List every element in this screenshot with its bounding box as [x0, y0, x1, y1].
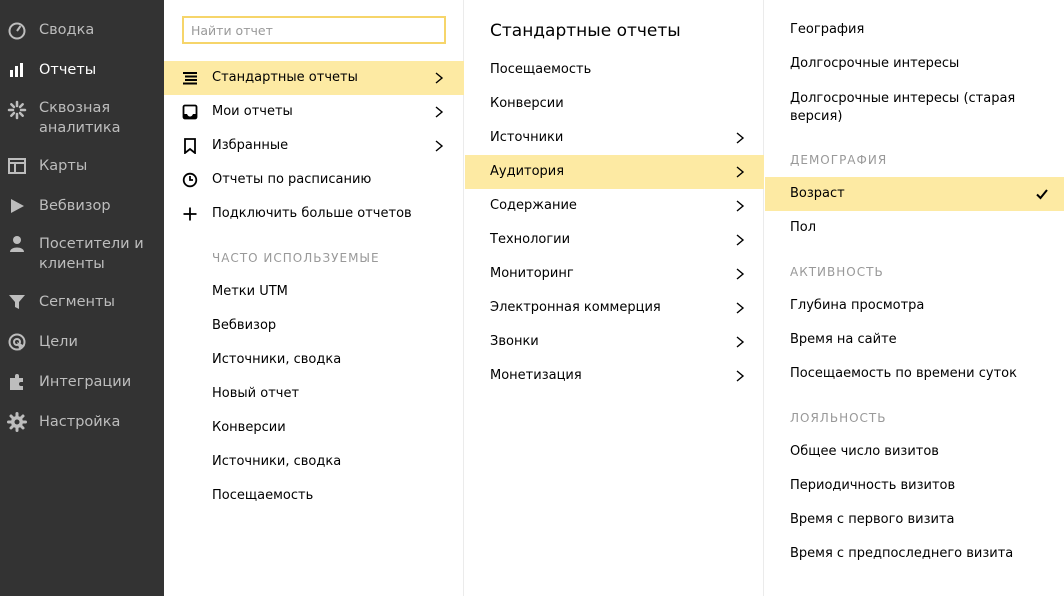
chevron-right-icon: [434, 106, 444, 118]
frequent-section-title: ЧАСТО ИСПОЛЬЗУЕМЫЕ: [212, 251, 380, 265]
audience-item-label: Пол: [790, 220, 817, 235]
standard-item-label: Звонки: [490, 334, 539, 349]
clock-icon: [182, 172, 198, 188]
chevron-right-icon: [434, 140, 444, 152]
audience-item-label: Время на сайте: [790, 332, 897, 347]
audience-item-attendance-by-time[interactable]: [765, 357, 1064, 391]
reports-menu-panel: [164, 0, 464, 596]
standard-reports-title: Стандартные отчеты: [490, 21, 681, 41]
person-icon: [7, 234, 27, 254]
loyalty-section-title: ЛОЯЛЬНОСТЬ: [790, 411, 887, 425]
audience-item-total-visits[interactable]: [765, 435, 1064, 469]
sidebar-item-goals[interactable]: [0, 322, 164, 362]
sidebar-item-label: Вебвизор: [39, 198, 111, 214]
bookmark-icon: [182, 138, 198, 154]
search-report-input[interactable]: [184, 18, 444, 42]
audience-item-time-since-previous[interactable]: [765, 537, 1064, 571]
sidebar-item-label: Посетители и клиенты: [39, 236, 144, 272]
main-sidebar: [0, 0, 164, 596]
list-icon: [182, 70, 198, 86]
chevron-right-icon: [735, 132, 745, 144]
audience-item-label: Долгосрочные интересы: [790, 56, 960, 71]
sidebar-item-label: Сквозная аналитика: [39, 100, 121, 136]
menu-item-label: Подключить больше отчетов: [212, 206, 412, 221]
gear-icon: [7, 412, 27, 432]
standard-item-label: Электронная коммерция: [490, 300, 661, 315]
standard-item-sources[interactable]: [465, 121, 764, 155]
menu-item-standard-reports[interactable]: [164, 61, 464, 95]
standard-item-label: Конверсии: [490, 96, 564, 111]
frequent-item-label: Конверсии: [212, 420, 286, 435]
frequent-item-attendance[interactable]: [164, 479, 464, 513]
standard-item-label: Содержание: [490, 198, 577, 213]
sidebar-item-segments[interactable]: [0, 282, 164, 322]
chevron-right-icon: [735, 370, 745, 382]
standard-item-conversions[interactable]: [465, 87, 764, 121]
demography-section-title: ДЕМОГРАФИЯ: [790, 153, 888, 167]
audience-item-geography[interactable]: [765, 13, 1064, 47]
plus-icon: [182, 206, 198, 222]
sidebar-item-maps[interactable]: [0, 146, 164, 186]
audience-reports-panel: [765, 0, 1064, 596]
standard-item-monetization[interactable]: [465, 359, 764, 393]
gauge-icon: [7, 20, 27, 40]
sidebar-item-label: Отчеты: [39, 62, 97, 78]
puzzle-icon: [7, 372, 27, 392]
audience-item-time-since-first[interactable]: [765, 503, 1064, 537]
chevron-right-icon: [735, 234, 745, 246]
frequent-item-label: Метки UTM: [212, 284, 288, 299]
sidebar-item-visitors[interactable]: [0, 234, 164, 278]
chevron-right-icon: [735, 200, 745, 212]
audience-item-label: Посещаемость по времени суток: [790, 366, 1017, 381]
frequent-item-label: Источники, сводка: [212, 454, 342, 469]
audience-item-label: География: [790, 22, 865, 37]
bar-chart-icon: [7, 60, 27, 80]
menu-item-connect-more-reports[interactable]: [164, 197, 464, 231]
play-icon: [7, 196, 27, 216]
standard-item-monitoring[interactable]: [465, 257, 764, 291]
standard-item-ecommerce[interactable]: [465, 291, 764, 325]
search-report-box: [182, 16, 446, 44]
chevron-right-icon: [735, 336, 745, 348]
target-icon: [7, 332, 27, 352]
audience-item-gender[interactable]: [765, 211, 1064, 245]
audience-item-label: Время с предпоследнего визита: [790, 546, 1014, 561]
activity-section-title: АКТИВНОСТЬ: [790, 265, 884, 279]
audience-item-time-on-site[interactable]: [765, 323, 1064, 357]
standard-item-attendance[interactable]: [465, 53, 764, 87]
audience-item-label: Возраст: [790, 186, 845, 201]
menu-item-label: Отчеты по расписанию: [212, 172, 372, 187]
sidebar-item-integrations[interactable]: [0, 362, 164, 402]
standard-item-content[interactable]: [465, 189, 764, 223]
audience-item-label: Время с первого визита: [790, 512, 955, 527]
menu-item-label: Стандартные отчеты: [212, 70, 358, 85]
audience-item-label: Глубина просмотра: [790, 298, 925, 313]
standard-item-technologies[interactable]: [465, 223, 764, 257]
sidebar-item-label: Интеграции: [39, 374, 132, 390]
sidebar-item-label: Сводка: [39, 22, 95, 38]
sidebar-item-label: Сегменты: [39, 294, 115, 310]
standard-item-label: Аудитория: [490, 164, 565, 179]
frequent-item-sources-summary-2[interactable]: [164, 445, 464, 479]
audience-item-long-term-interests-old[interactable]: Долгосрочные интересы (старая версия): [790, 91, 1016, 124]
sidebar-item-label: Настройка: [39, 414, 121, 430]
menu-item-my-reports[interactable]: [164, 95, 464, 129]
burst-icon: [7, 100, 27, 120]
audience-item-depth[interactable]: [765, 289, 1064, 323]
sidebar-item-settings[interactable]: [0, 402, 164, 442]
sidebar-item-webvisor[interactable]: [0, 186, 164, 226]
audience-item-visit-frequency[interactable]: [765, 469, 1064, 503]
standard-item-label: Источники: [490, 130, 564, 145]
frequent-item-utm[interactable]: [164, 275, 464, 309]
sidebar-item-end-to-end-analytics[interactable]: [0, 98, 164, 142]
standard-reports-panel: [465, 0, 764, 596]
frequent-item-sources-summary[interactable]: [164, 343, 464, 377]
menu-item-scheduled-reports[interactable]: [164, 163, 464, 197]
map-layout-icon: [7, 156, 27, 176]
standard-item-label: Монетизация: [490, 368, 582, 383]
menu-item-label: Избранные: [212, 138, 289, 153]
menu-item-favorites[interactable]: [164, 129, 464, 163]
frequent-item-label: Посещаемость: [212, 488, 314, 503]
chevron-right-icon: [735, 268, 745, 280]
chevron-right-icon: [735, 166, 745, 178]
standard-item-audience[interactable]: [465, 155, 764, 189]
frequent-item-conversions[interactable]: [164, 411, 464, 445]
frequent-item-webvisor[interactable]: [164, 309, 464, 343]
sidebar-item-reports[interactable]: [0, 50, 164, 90]
chevron-right-icon: [735, 302, 745, 314]
standard-item-label: Посещаемость: [490, 62, 592, 77]
audience-item-label: Периодичность визитов: [790, 478, 956, 493]
checkmark-icon: [1035, 187, 1049, 201]
menu-item-label: Мои отчеты: [212, 104, 293, 119]
inbox-icon: [182, 104, 198, 120]
frequent-item-label: Вебвизор: [212, 318, 277, 333]
frequent-item-new-report[interactable]: [164, 377, 464, 411]
standard-item-label: Технологии: [490, 232, 571, 247]
frequent-item-label: Новый отчет: [212, 386, 300, 401]
sidebar-item-label: Карты: [39, 158, 88, 174]
sidebar-item-summary[interactable]: [0, 10, 164, 50]
audience-item-long-term-interests[interactable]: [765, 47, 1064, 81]
sidebar-item-label: Цели: [39, 334, 78, 350]
standard-item-label: Мониторинг: [490, 266, 574, 281]
audience-item-label: Общее число визитов: [790, 444, 939, 459]
standard-item-calls[interactable]: [465, 325, 764, 359]
frequent-item-label: Источники, сводка: [212, 352, 342, 367]
chevron-right-icon: [434, 72, 444, 84]
filter-icon: [7, 292, 27, 312]
audience-item-age[interactable]: [765, 177, 1064, 211]
